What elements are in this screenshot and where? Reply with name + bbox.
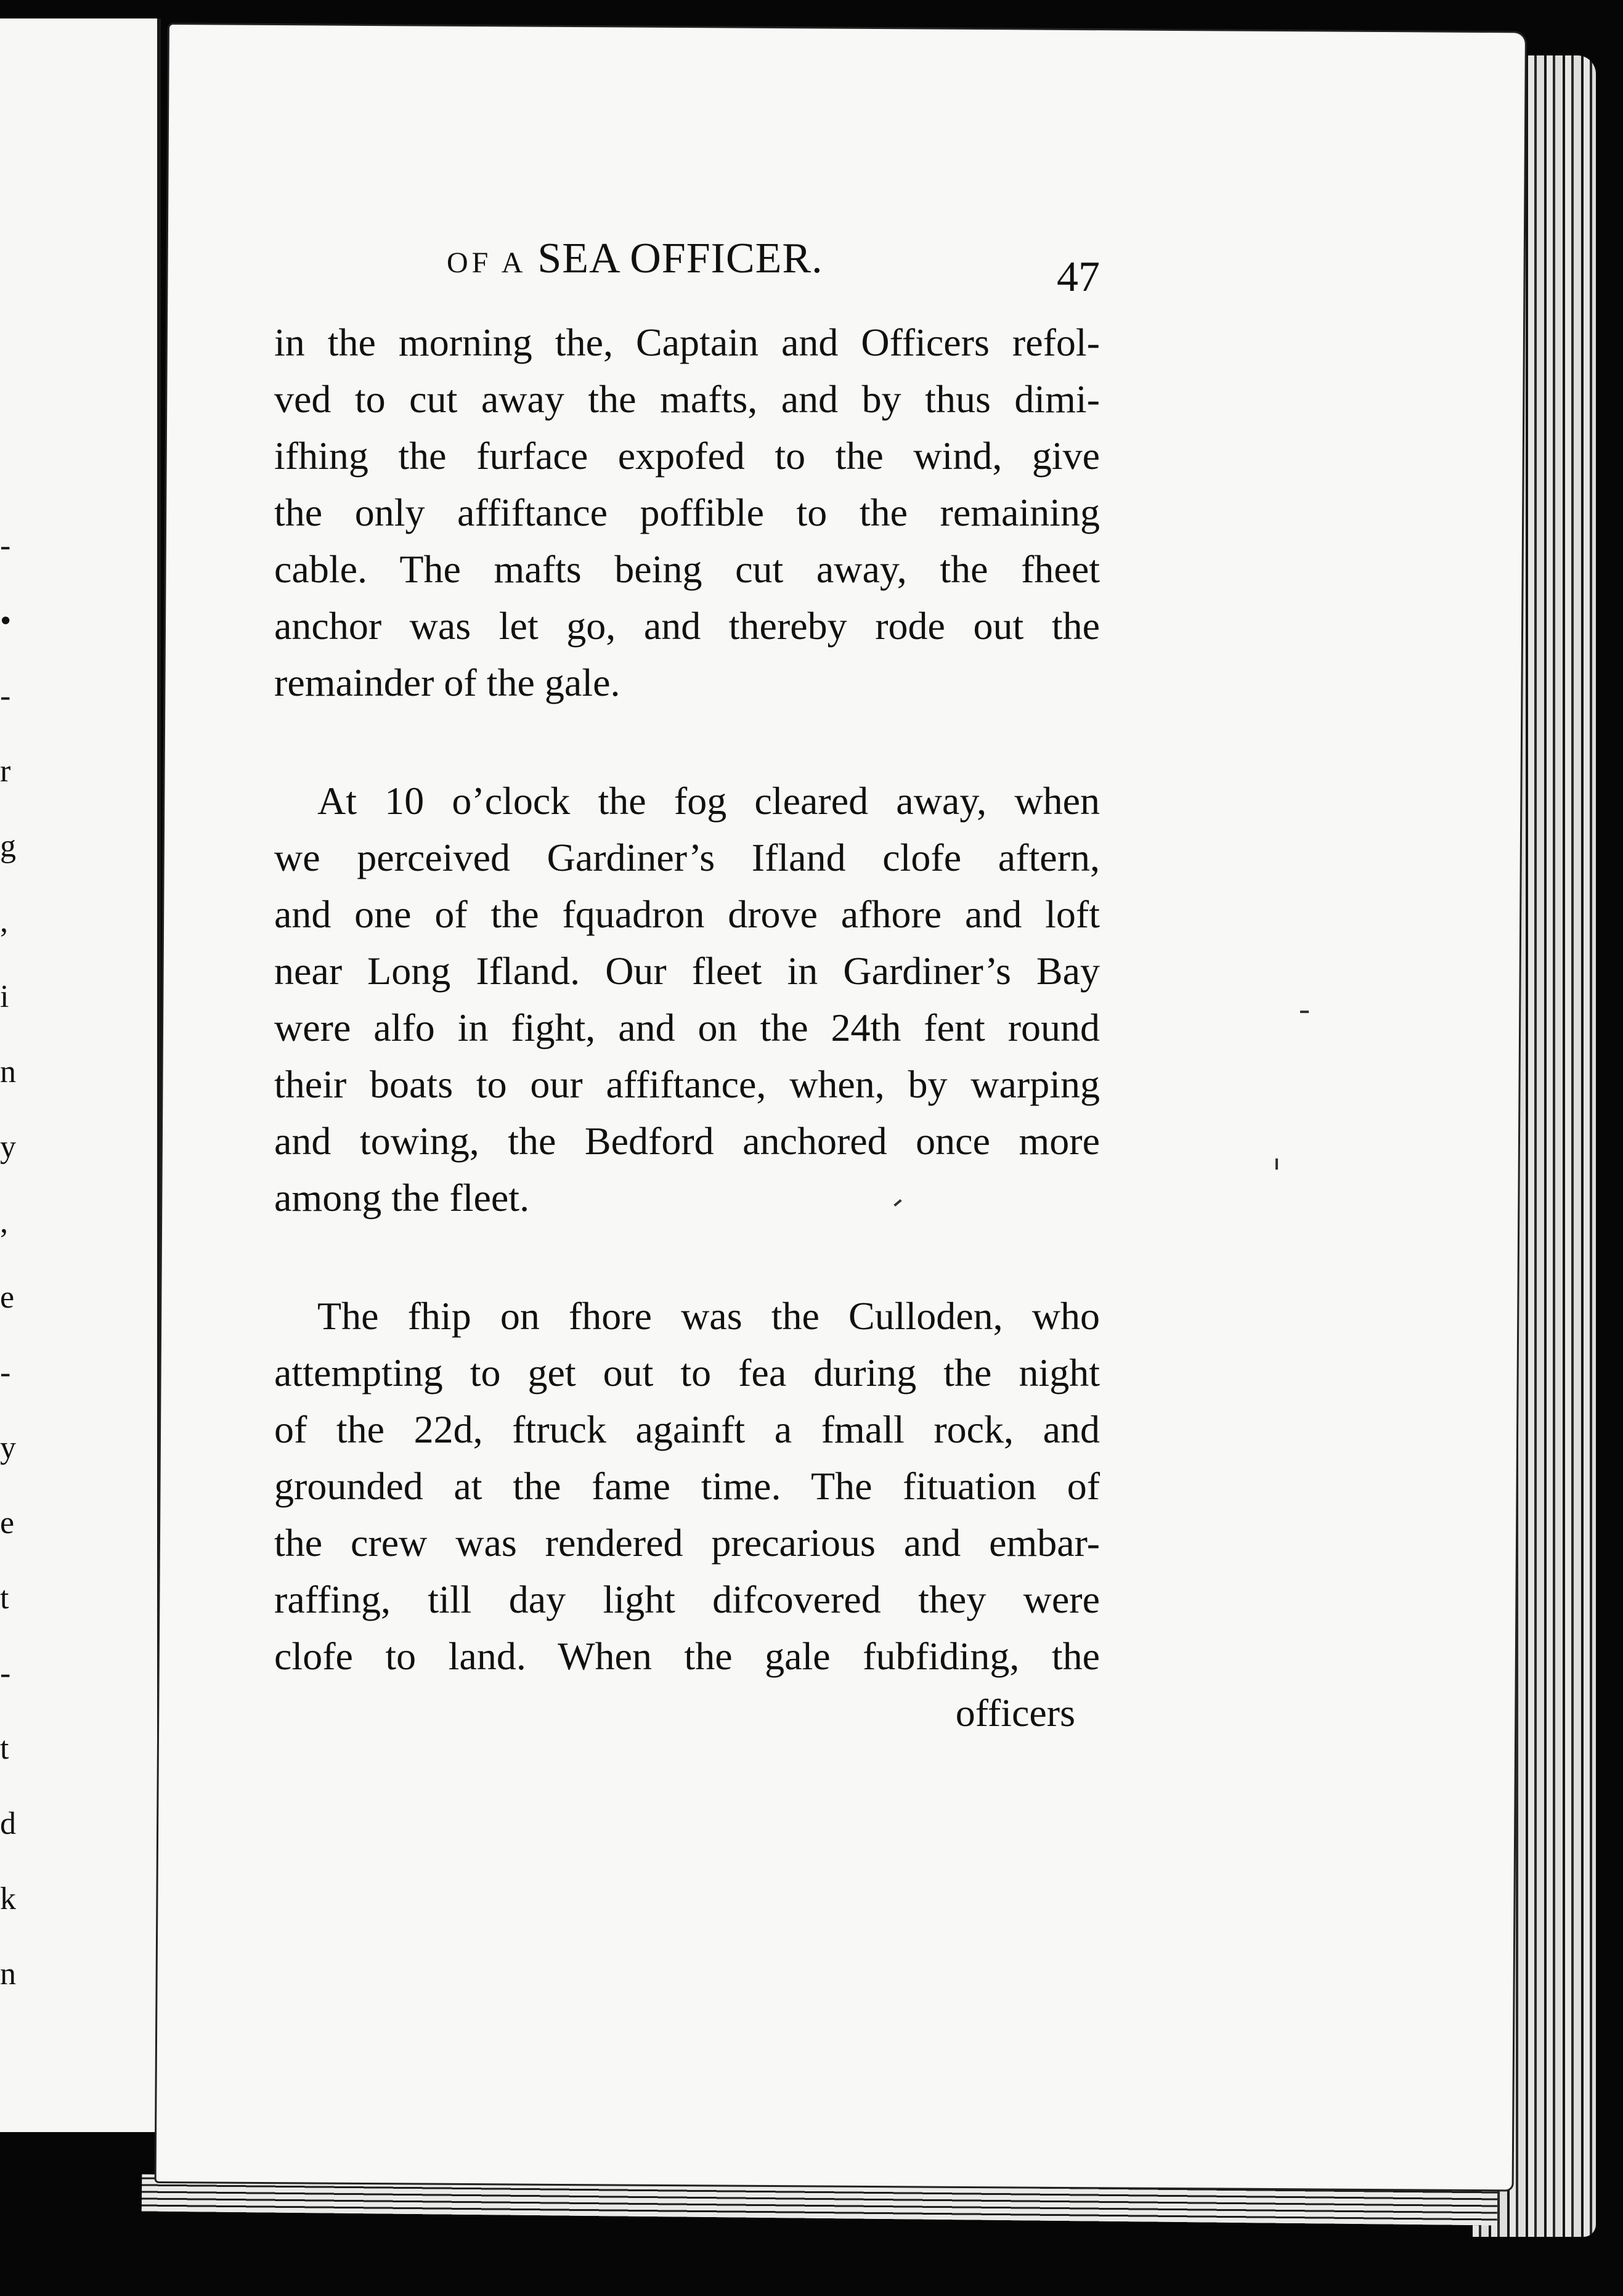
text-line: in the morning the, Captain and Officers refol- xyxy=(274,320,1100,364)
text-line: anchor was let go, and thereby rode out the xyxy=(274,604,1100,648)
left-page-fragment-char: - xyxy=(0,1656,11,1691)
left-page-fragment-char: g xyxy=(0,829,16,864)
page-number: 47 xyxy=(1057,253,1100,301)
left-page-fragment-char: k xyxy=(0,1881,16,1916)
running-head-prefix: OF A xyxy=(447,246,527,279)
left-page-fragment-char: e xyxy=(0,1505,15,1541)
paragraph-2 xyxy=(274,773,1100,1226)
page-text xyxy=(274,234,1100,1741)
paragraph-3 xyxy=(274,1288,1100,1685)
left-page-fragment-char: r xyxy=(0,754,11,789)
running-head xyxy=(447,234,823,283)
text-line: cable. The mafts being cut away, the fheet xyxy=(274,547,1100,591)
text-line: clofe to land. When the gale fubfiding, the xyxy=(274,1634,1100,1678)
left-page-fragment-char: e xyxy=(0,1280,15,1315)
text-line: ved to cut away the mafts, and by thus dimi- xyxy=(274,377,1100,421)
text-line: the only affiftance poffible to the remaining xyxy=(274,491,1100,534)
text-line: their boats to our affiftance, when, by warping xyxy=(274,1062,1100,1106)
text-line: and towing, the Bedford anchored once more xyxy=(274,1119,1100,1163)
left-page-fragment-char: y xyxy=(0,1430,16,1465)
left-page-fragment-char: n xyxy=(0,1956,16,1992)
text-line: among the fleet. xyxy=(274,1176,530,1219)
paragraph-1 xyxy=(274,314,1100,711)
scan-speck xyxy=(1300,1011,1309,1013)
left-page-fragment-char: i xyxy=(0,979,9,1014)
left-page-fragment-char: y xyxy=(0,1130,16,1165)
left-page-fragment-char: , xyxy=(0,1205,8,1240)
left-page-fragment-char: n xyxy=(0,1054,16,1089)
scan-speck xyxy=(1275,1158,1278,1170)
text-line: were alfo in fight, and on the 24th fent round xyxy=(274,1006,1100,1049)
left-page-fragment-char: • xyxy=(0,603,12,638)
text-line: raffing, till day light difcovered they were xyxy=(274,1577,1100,1621)
catchword: officers xyxy=(955,1691,1075,1735)
previous-page-edge xyxy=(0,18,161,2132)
left-page-fragment-char: - xyxy=(0,1355,11,1390)
text-line: of the 22d, ftruck againft a fmall rock, and xyxy=(274,1407,1100,1451)
text-line: remainder of the gale. xyxy=(274,661,620,704)
text-line: At 10 o’clock the fog cleared away, when xyxy=(317,779,1100,823)
left-page-fragment-char: d xyxy=(0,1806,16,1841)
text-line: attempting to get out to fea during the night xyxy=(274,1351,1100,1394)
text-line: and one of the fquadron drove afhore and loft xyxy=(274,892,1100,936)
text-line: the crew was rendered precarious and embar- xyxy=(274,1521,1100,1565)
left-page-fragment-char: , xyxy=(0,904,8,939)
text-line: The fhip on fhore was the Culloden, who xyxy=(317,1294,1100,1338)
left-page-fragment-char: t xyxy=(0,1581,9,1616)
page-header xyxy=(274,234,1100,314)
text-line: grounded at the fame time. The fituation of xyxy=(274,1464,1100,1508)
left-page-fragment-char: t xyxy=(0,1731,9,1766)
running-head-title: SEA OFFICER. xyxy=(537,235,823,282)
left-page-fragment-char: - xyxy=(0,678,11,714)
left-page-fragment-char: - xyxy=(0,528,11,563)
text-line: near Long Ifland. Our fleet in Gardiner’s Bay xyxy=(274,949,1100,993)
text-line: we perceived Gardiner’s Ifland clofe aftern, xyxy=(274,836,1100,879)
text-line: ifhing the furface expofed to the wind, give xyxy=(274,434,1100,478)
